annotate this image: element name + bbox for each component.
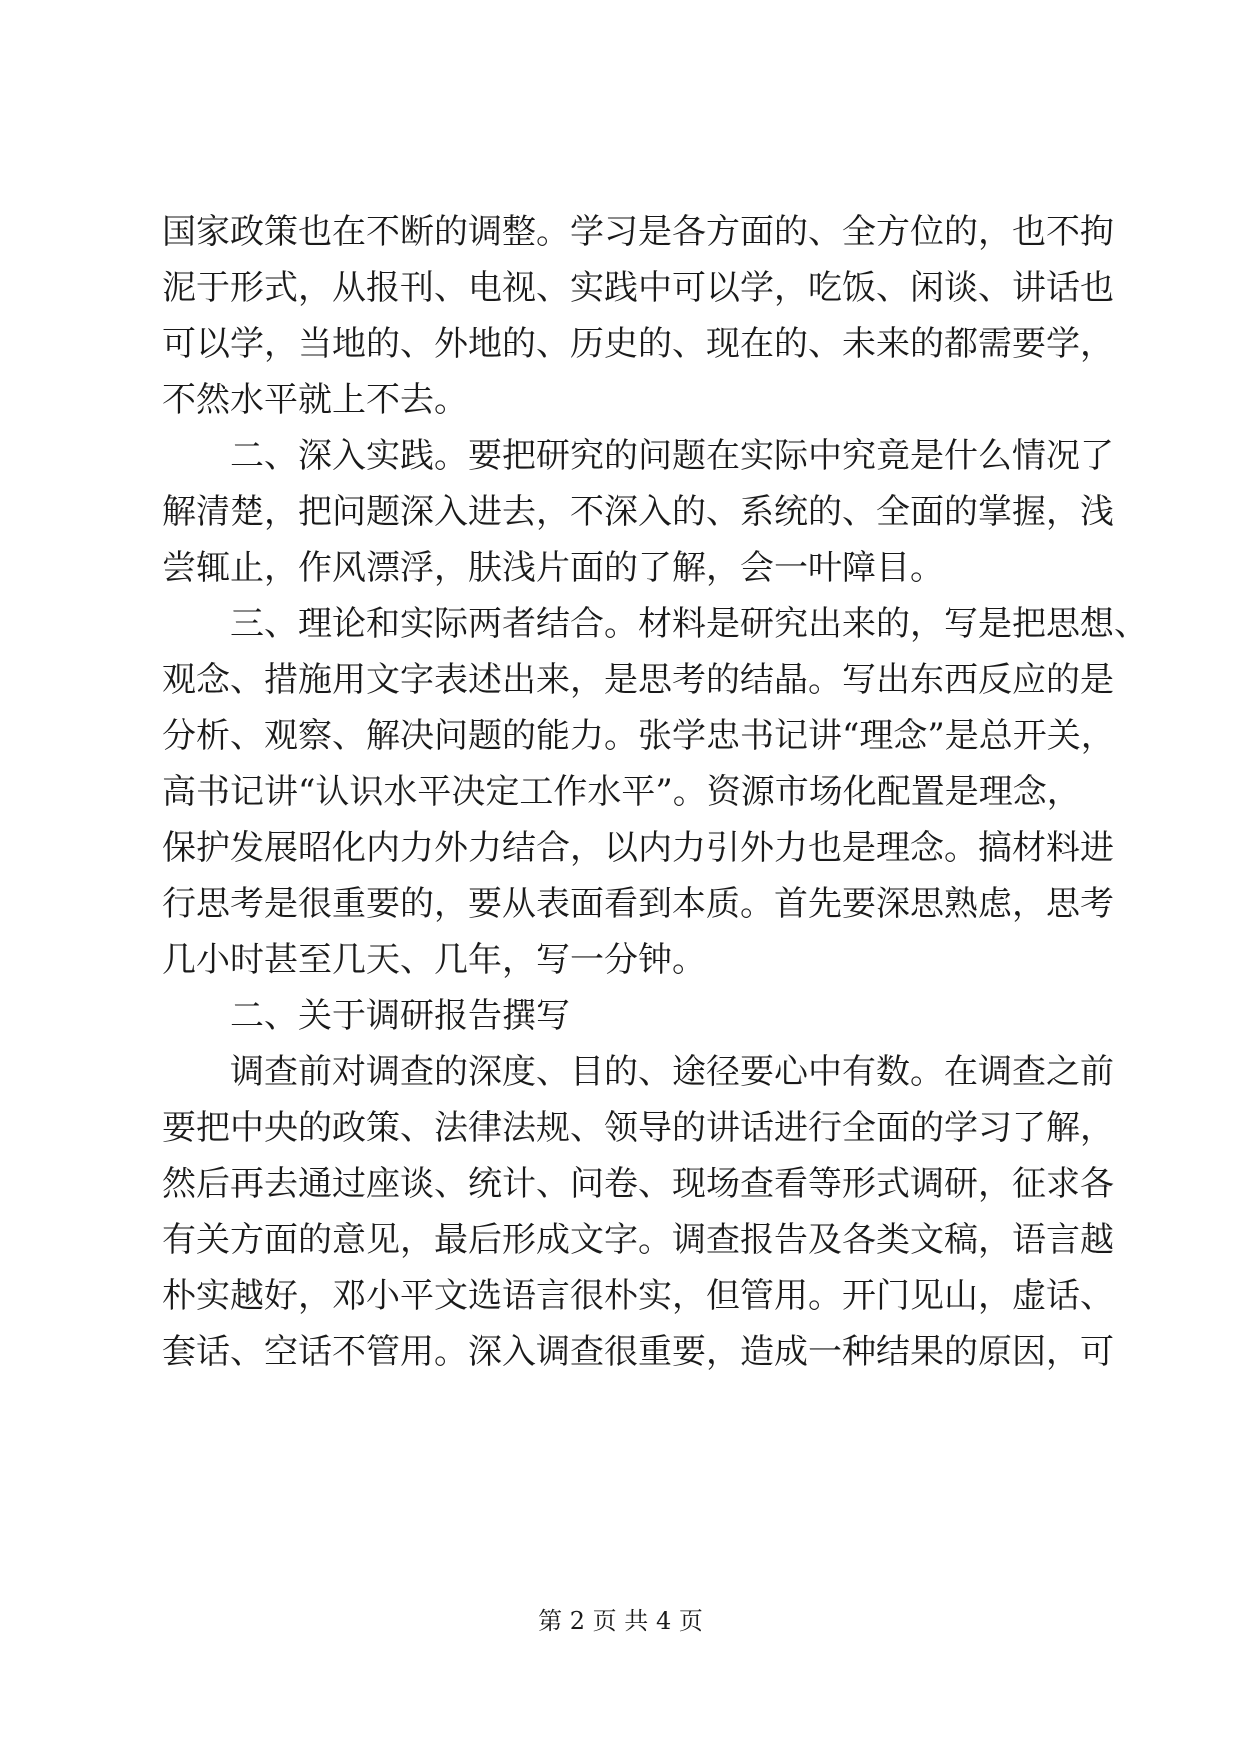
text-line: 泥于形式，从报刊、电视、实践中可以学，吃饭、闲谈、讲话也: [162, 268, 1114, 308]
text-line: 观念、措施用文字表述出来，是思考的结晶。写出东西反应的是: [162, 660, 1114, 700]
section-heading: 二、关于调研报告撰写: [230, 996, 570, 1036]
text-line: 尝辄止，作风漂浮，肤浅片面的了解，会一叶障目。: [162, 548, 944, 588]
text-line: 可以学，当地的、外地的、历史的、现在的、未来的都需要学，: [162, 324, 1114, 364]
paragraph-start-line: 二、深入实践。要把研究的问题在实际中究竟是什么情况了: [230, 436, 1114, 476]
text-line: 几小时甚至几天、几年，写一分钟。: [162, 940, 706, 980]
text-line: 国家政策也在不断的调整。学习是各方面的、全方位的，也不拘: [162, 212, 1114, 252]
text-line: 然后再去通过座谈、统计、问卷、现场查看等形式调研，征求各: [162, 1164, 1114, 1204]
text-line: 行思考是很重要的，要从表面看到本质。首先要深思熟虑，思考: [162, 884, 1114, 924]
paragraph-start-line: 三、理论和实际两者结合。材料是研究出来的，写是把思想、: [230, 604, 1148, 644]
text-line: 分析、观察、解决问题的能力。张学忠书记讲“理念”是总开关，: [162, 716, 1115, 756]
text-line: 不然水平就上不去。: [162, 380, 468, 420]
text-line: 要把中央的政策、法律法规、领导的讲话进行全面的学习了解，: [162, 1108, 1114, 1148]
paragraph-start-line: 调查前对调查的深度、目的、途径要心中有数。在调查之前: [230, 1052, 1114, 1092]
text-line: 解清楚，把问题深入进去，不深入的、系统的、全面的掌握，浅: [162, 492, 1114, 532]
text-line: 高书记讲“认识水平决定工作水平”。资源市场化配置是理念，: [162, 772, 1081, 812]
text-line: 保护发展昭化内力外力结合，以内力引外力也是理念。搞材料进: [162, 828, 1114, 868]
text-line: 朴实越好，邓小平文选语言很朴实，但管用。开门见山，虚话、: [162, 1276, 1114, 1316]
text-line: 套话、空话不管用。深入调查很重要，造成一种结果的原因，可: [162, 1332, 1114, 1372]
page-footer: 第 2 页 共 4 页: [538, 1607, 703, 1635]
text-line: 有关方面的意见，最后形成文字。调查报告及各类文稿，语言越: [162, 1220, 1114, 1260]
